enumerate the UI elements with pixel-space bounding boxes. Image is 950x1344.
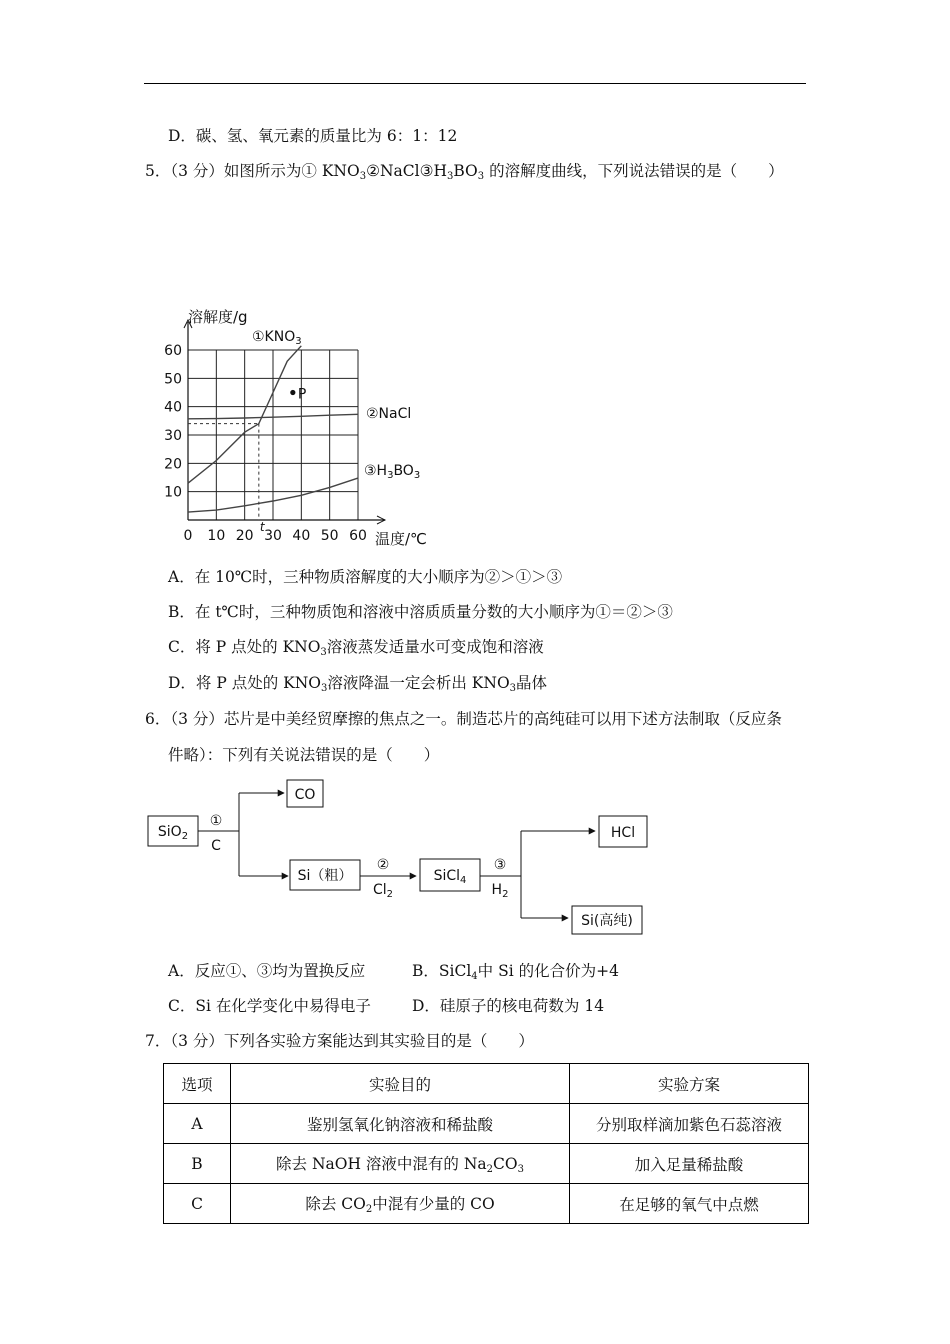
row-c-purpose: 除去 $CO_2$中混有少量的 CO [231, 1184, 570, 1224]
chart-axes [184, 320, 385, 524]
table-row [164, 1144, 809, 1184]
chart-labels [164, 308, 427, 548]
q6-stem-line1: 6．（3 分）芯片是中美经贸摩擦的焦点之一。制造芯片的高纯硅可以用下述方法制取（反应条 [145, 710, 782, 728]
table-row [164, 1184, 809, 1224]
y-tick-label: 30 [164, 428, 182, 444]
step2-reagent: $Cl_2$ [372, 882, 394, 900]
q5-option-b[interactable]: B．在 t℃时，三种物质饱和溶液中溶质质量分数的大小顺序为①＝②＞③ [168, 603, 673, 621]
y-tick-label: 50 [164, 371, 182, 388]
step2-number: ② [376, 857, 390, 873]
row-b-option: B [164, 1144, 231, 1184]
q5-stem: 5．（3 分）如图所示为① $KNO_3②NaCl③H_3BO_3$ 的溶解度曲线，下列说法错误的是（ ） [145, 162, 784, 182]
step1-number: ① [209, 813, 223, 829]
row-c-option: C [164, 1184, 231, 1224]
y-tick-label: 40 [164, 399, 182, 416]
x-tick-label: 20 [235, 528, 254, 544]
label-si-crude: Si（粗） [297, 868, 353, 884]
q6-option-d[interactable]: D．硅原子的核电荷数为 14 [412, 997, 605, 1015]
q5-option-d[interactable]: D．将 P 点处的 $KNO_3$溶液降温一定会析出 $KNO_3$晶体 [168, 674, 548, 694]
series-label-kno3: $①KNO_3$ [252, 329, 302, 347]
label-co: CO [294, 787, 316, 803]
header-purpose: 实验目的 [231, 1064, 570, 1104]
table-row [164, 1104, 809, 1144]
x-tick-label: 30 [264, 528, 282, 544]
step3-reagent: $H_2$ [491, 882, 509, 900]
chart-grid [188, 350, 358, 520]
x-tick-label: 0 [183, 528, 193, 544]
point-p-label: P [297, 386, 307, 403]
x-tick-label: 10 [207, 528, 226, 544]
row-c-plan: 在足够的氧气中点燃 [570, 1184, 809, 1224]
row-a-purpose: 鉴别氢氧化钠溶液和稀盐酸 [231, 1104, 570, 1144]
silicon-flow-diagram [140, 770, 660, 950]
point-p [290, 390, 295, 395]
q6-option-b[interactable]: B．SiCl$_4$中 Si 的化合价为+4 [412, 962, 619, 982]
row-a-plan: 分别取样滴加紫色石蕊溶液 [570, 1104, 809, 1144]
label-sicl4: SiCl$_4$ [433, 868, 467, 886]
row-a-option: A [164, 1104, 231, 1144]
header-plan: 实验方案 [570, 1064, 809, 1104]
experiment-table [163, 1063, 809, 1224]
q6-option-a[interactable]: A．反应①、③均为置换反应 [168, 962, 366, 980]
q5-option-a[interactable]: A．在 10℃时，三种物质溶解度的大小顺序为②＞①＞③ [168, 568, 563, 586]
y-tick-label: 20 [164, 456, 182, 473]
step1-reagent: C [211, 838, 221, 854]
row-b-plan: 加入足量稀盐酸 [570, 1144, 809, 1184]
row-b-purpose: 除去 NaOH 溶液中混有的 $Na_2CO_3$ [231, 1144, 570, 1184]
x-tick-label: 40 [292, 528, 311, 544]
header-rule [144, 83, 806, 84]
x-axis-label: 温度/℃ [375, 530, 427, 548]
q6-option-c[interactable]: C．Si 在化学变化中易得电子 [168, 997, 371, 1015]
y-axis-label: 溶解度/g [188, 308, 248, 326]
q7-stem: 7．（3 分）下列各实验方案能达到其实验目的是（ ） [145, 1032, 534, 1050]
x-tick-label: 50 [320, 528, 339, 544]
y-tick-label: 10 [164, 484, 182, 501]
q5-option-c[interactable]: C．将 P 点处的 $KNO_3$溶液蒸发适量水可变成饱和溶液 [168, 638, 544, 658]
table-header-row [164, 1064, 809, 1104]
y-tick-label: 60 [164, 343, 182, 359]
series-label-h3bo3: $③H_3BO_3$ [364, 463, 421, 481]
solubility-chart [160, 300, 450, 550]
label-hcl: HCl [610, 825, 636, 841]
t-label: t [259, 520, 265, 534]
x-tick-label: 60 [349, 528, 367, 544]
label-sio2: SiO$_2$ [157, 824, 189, 842]
header-option: 选项 [164, 1064, 231, 1104]
label-si-pure: Si(高纯) [581, 913, 633, 929]
series-label-nacl: ②NaCl [366, 406, 412, 422]
q6-stem-line2: 件略）：下列有关说法错误的是（ ） [168, 746, 440, 764]
q4-option-d[interactable]: D．碳、氢、氧元素的质量比为 6：1：12 [168, 127, 458, 145]
step3-number: ③ [493, 857, 507, 873]
